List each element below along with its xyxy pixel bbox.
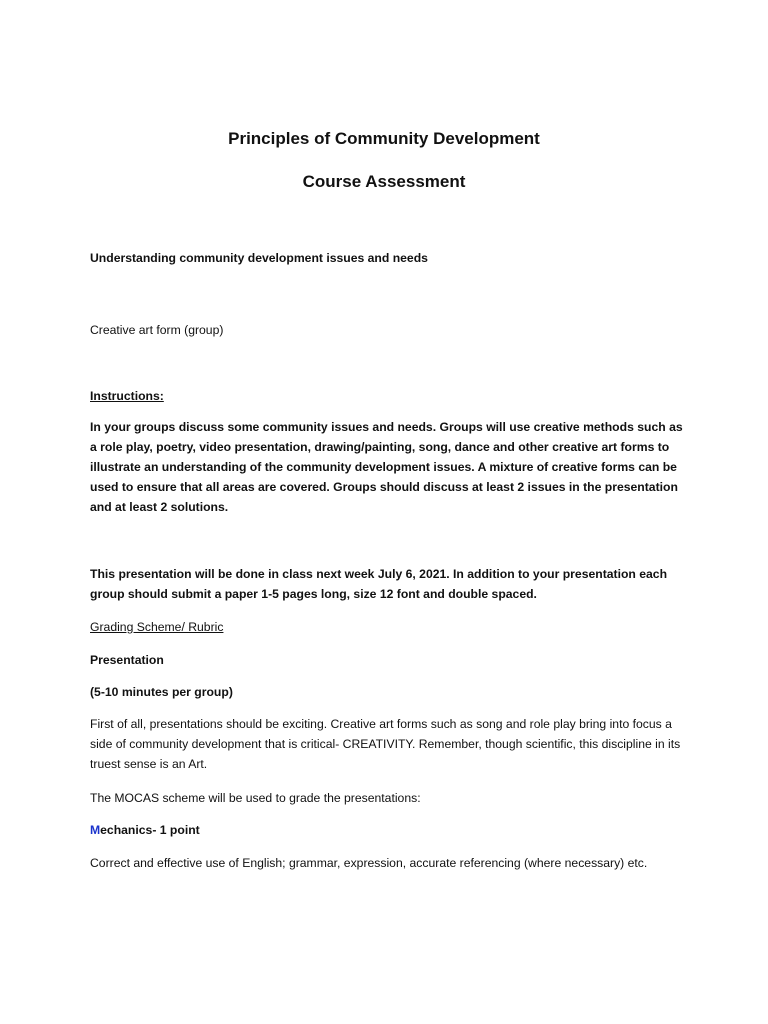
instructions-paragraph: In your groups discuss some community issues and needs. Groups will use creative methods such as a role play, poetry, video presentation, drawing/painting, song, dance and other creative art forms to illustrate an understanding of the community development issues. A mixture of creative forms can be used to ensure that all areas are covered. Groups should discuss at least 2 issues in the presentation and at least 2 solutions.: [90, 420, 683, 514]
mocas-intro: The MOCAS scheme will be used to grade the presentations:: [90, 791, 421, 805]
mocas-letter-m: M: [90, 823, 101, 837]
document-title: Principles of Community Development: [228, 129, 540, 148]
art-form-label: Creative art form (group): [90, 323, 224, 337]
presentation-paragraph: This presentation will be done in class next week July 6, 2021. In addition to your presentation each group should submit a paper 1-5 pages long, size 12 font and double spaced.: [90, 567, 668, 601]
grading-heading: Grading Scheme/ Rubric: [90, 620, 224, 634]
mechanics-heading-rest: echanics- 1 point: [100, 823, 200, 837]
mechanics-description: Correct and effective use of English; grammar, expression, accurate referencing (where necessary) etc.: [90, 856, 648, 870]
document-subtitle: Course Assessment: [302, 172, 466, 191]
instructions-heading: Instructions:: [90, 389, 164, 403]
intro-paragraph: First of all, presentations should be exciting. Creative art forms such as song and role play bring into focus a side of community development that is critical- CREATIVITY. Remember, though scientific, this discipline in its truest sense is an Art.: [90, 717, 681, 771]
presentation-heading: Presentation: [90, 653, 164, 667]
minutes-note: (5-10 minutes per group): [90, 685, 233, 699]
mechanics-heading: [90, 820, 690, 840]
assessment-topic: Understanding community development issues and needs: [90, 251, 428, 265]
